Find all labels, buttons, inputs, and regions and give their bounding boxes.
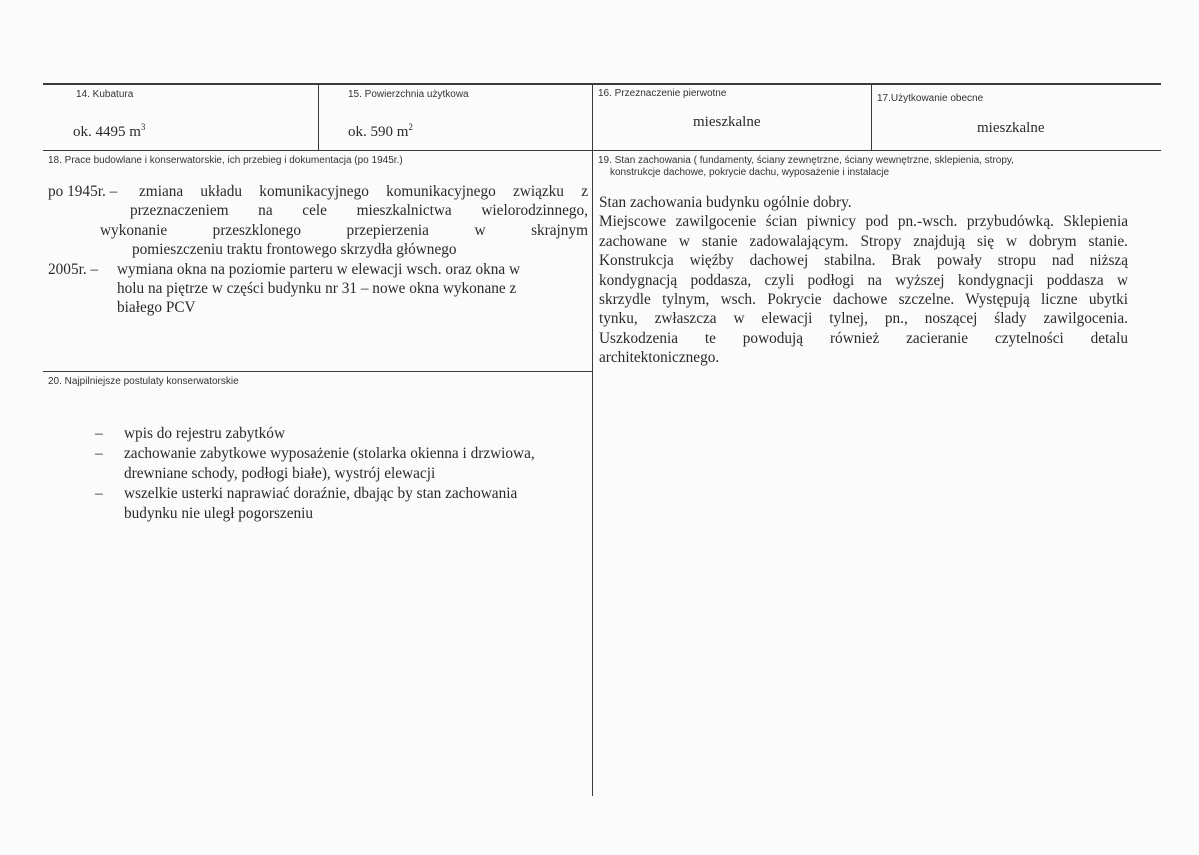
table-top-border (43, 83, 1161, 85)
section-20-top-border (43, 371, 593, 372)
works-entry-1-line-3: wykonanie przeszklonego przepierzenia w skrajnym (100, 221, 588, 239)
condition-line: zachowane w stanie zadowalającym. Stropy znajdują się w dobrym stanie. (599, 232, 1128, 250)
powierzchnia-label: 15. Powierzchnia użytkowa (348, 89, 469, 100)
works-entry-2-line-1: 2005r. – wymiana okna na poziomie parteru w elewacji wsch. oraz okna w (48, 260, 521, 278)
condition-line: architektonicznego. (599, 349, 720, 367)
list-item: – wszelkie usterki naprawiać doraźnie, dbając by stan zachowania budynku nie uległ pogorszeniu (95, 485, 518, 522)
powierzchnia-value: ok. 590 $m^2$ (348, 122, 413, 140)
kubatura-label: 14. Kubatura (76, 89, 134, 100)
condition-label-line-1: 19. Stan zachowania ( fundamenty, ściany zewnętrzne, ściany wewnętrzne, sklepienia, stropy, (598, 155, 1014, 166)
works-entry-1-line-1: po 1945r. – zmiana układu komunikacyjnego komunikacyjnego związku z (48, 183, 588, 200)
works-body (48, 182, 588, 318)
dash-bullet: – (95, 425, 103, 442)
dash-bullet: – (95, 445, 103, 462)
works-entry-2-line-2: holu na piętrze w części budynku nr 31 – nowe okna wykonane z (117, 279, 517, 297)
przeznaczenie-label: 16. Przeznaczenie pierwotne (598, 88, 727, 99)
list-item: – wpis do rejestru zabytków (95, 425, 286, 442)
works-entry-1-year: po 1945r. – (48, 183, 118, 200)
works-entry-1-line-2: przeznaczeniem na cele mieszkalnictwa wielorodzinnego, (130, 202, 588, 220)
kubatura-value: ok. 4495 $m^3$ (73, 122, 146, 140)
works-entry-1-line-4: pomieszczeniu traktu frontowego skrzydła głównego (132, 241, 457, 259)
condition-line: kondygnacją poddasza, czyli podłogi na wyższej kondygnacji poddasza w (599, 271, 1128, 289)
col-divider-2 (871, 84, 872, 151)
condition-line: Miejscowe zawilgocenie ścian piwnicy pod pn.-wsch. przybudówką. Sklepienia (599, 213, 1128, 231)
col-divider-1 (318, 84, 319, 151)
condition-line: Stan zachowania budynku ogólnie dobry. (599, 194, 852, 211)
row1-bottom-border (43, 150, 1161, 151)
uzytkowanie-value: mieszkalne (977, 120, 1045, 136)
uzytkowanie-label: 17.Użytkowanie obecne (877, 93, 984, 104)
condition-line: skrzydle tylnym, wsch. Pokrycie dachowe szczelne. Występują liczne ubytki (599, 291, 1128, 309)
condition-line: Konstrukcja więźby dachowej stabilna. Brak powały stropu nad niższą (599, 252, 1128, 270)
list-item: – zachowanie zabytkowe wyposażenie (stolarka okienna i drzwiowa, drewniane schody, podłogi białe), wystrój elewacji (95, 445, 535, 482)
condition-body (599, 193, 1128, 368)
condition-label-line-2: konstrukcje dachowe, pokrycie dachu, wyposażenie i instalacje (610, 167, 890, 178)
dash-bullet: – (95, 485, 103, 502)
works-entry-2-line-3: białego PCV (117, 299, 196, 317)
condition-line: Uszkodzenia te powodują również zacieranie czytelności detalu (599, 329, 1128, 347)
works-entry-2-year: 2005r. – (48, 260, 99, 278)
condition-line: tynku, zwłaszcza w elewacji tylnej, pn., noszącej ślady zawilgocenia. (599, 310, 1128, 328)
works-label: 18. Prace budowlane i konserwatorskie, ich przebieg i dokumentacja (po 1945r.) (48, 155, 403, 166)
przeznaczenie-value: mieszkalne (693, 114, 761, 130)
postulates-label: 20. Najpilniejsze postulaty konserwatorskie (48, 376, 239, 387)
postulates-list (95, 424, 595, 524)
